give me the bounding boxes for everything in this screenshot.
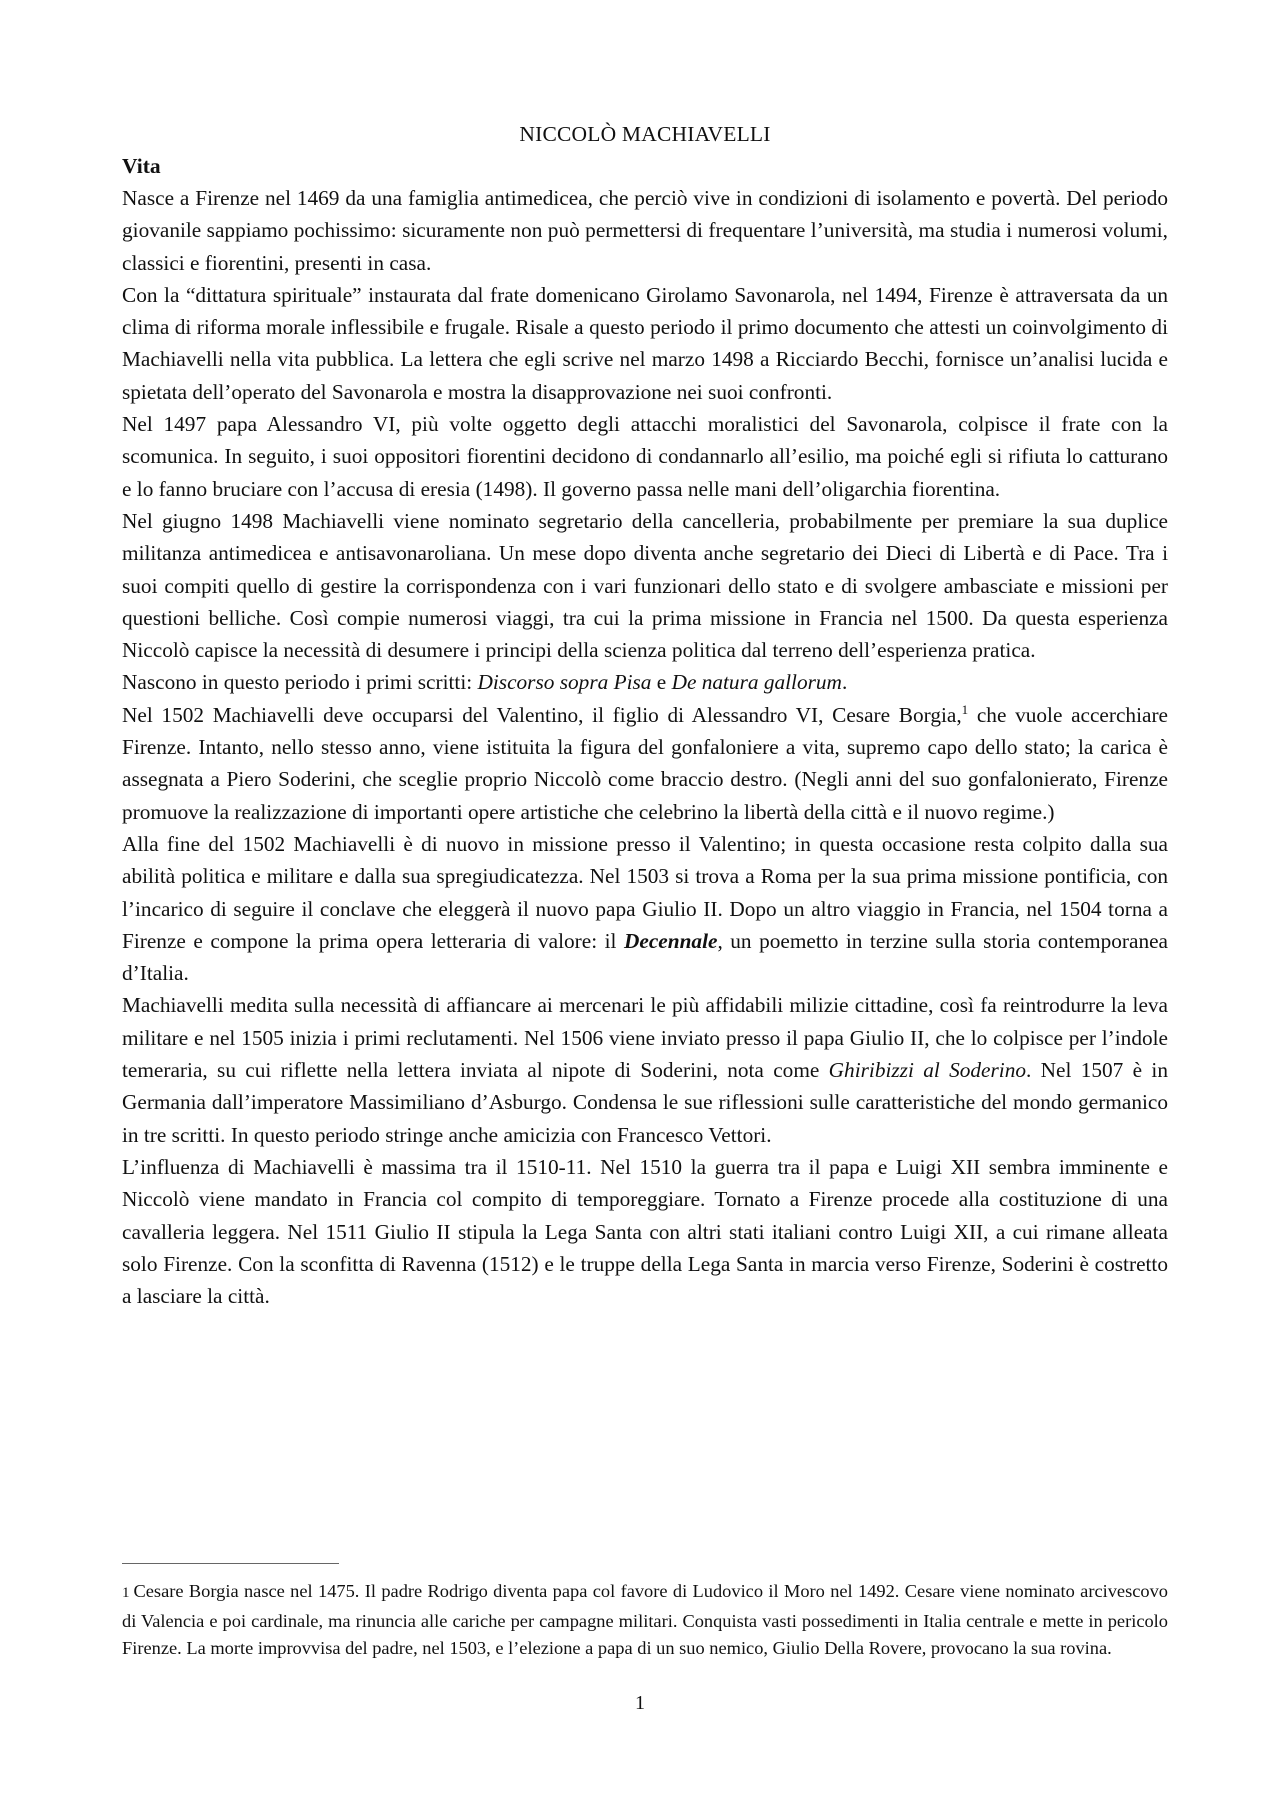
paragraph-6-lead: Nel 1502 Machiavelli deve occuparsi del Valentino, il figlio di Alessandro VI, Cesare Borgia, [122, 702, 962, 727]
paragraph-2: Con la “dittatura spirituale” instaurata dal frate domenicano Girolamo Savonarola, nel 1494, Firenze è attraversata da un clima di riforma morale inflessibile e frugale. Risale a questo periodo il primo documento che attesti un coinvolgimento di Machiavelli nella vita pubblica. La lettera che egli scrive nel marzo 1498 a Ricciardo Becchi, fornisce un’analisi lucida e spietata dell’operato del Savonarola e mostra la disapprovazione nei suoi confronti. [122, 282, 1168, 404]
body-text [122, 182, 1168, 1312]
page-title: NICCOLÒ MACHIAVELLI [519, 122, 771, 146]
work-title-discorso-sopra-pisa: Discorso sopra Pisa [477, 670, 652, 695]
section-heading-vita: Vita [122, 154, 161, 178]
footnote-number: 1 [122, 1585, 130, 1601]
paragraph-5-lead: Nascono in questo periodo i primi scritti: [122, 670, 478, 695]
work-title-ghiribizzi: Ghiribizzi al Soderino [828, 1058, 1026, 1083]
work-title-decennale: Decennale [624, 928, 718, 953]
paragraph-1: Nasce a Firenze nel 1469 da una famiglia antimedicea, che perciò vive in condizioni di isolamento e povertà. Del periodo giovanile sappiamo pochissimo: sicuramente non può permettersi di frequentare l’università, ma studia i numerosi volumi, classici e fiorentini, presenti in casa. [122, 186, 1168, 275]
paragraph-3: Nel 1497 papa Alessandro VI, più volte oggetto degli attacchi moralistici del Savonarola, colpisce il frate con la scomunica. In seguito, i suoi oppositori fiorentini decidono di condannarlo all’esilio, ma poiché egli si rifiuta lo catturano e lo fanno bruciare con l’accusa di eresia (1498). Il governo passa nelle mani dell’oligarchia fiorentina. [122, 412, 1168, 501]
work-title-de-natura-gallorum: De natura gallorum [671, 670, 842, 695]
paragraph-5-mid: e [651, 670, 672, 695]
paragraph-9: L’influenza di Machiavelli è massima tra il 1510-11. Nel 1510 la guerra tra il papa e Luigi XII sembra imminente e Niccolò viene mandato in Francia col compito di temporeggiare. Tornato a Firenze procede alla costituzione di una cavalleria leggera. Nel 1511 Giulio II stipula la Lega Santa con altri stati italiani contro Luigi XII, a cui rimane alleata solo Firenze. Con la sconfitta di Ravenna (1512) e le truppe della Lega Santa in marcia verso Firenze, Soderini è costretto a lasciare la città. [122, 1154, 1168, 1309]
paragraph-7 [122, 828, 1168, 989]
footnote [122, 1578, 1168, 1663]
paragraph-6 [122, 699, 1168, 828]
paragraph-5-end: . [841, 670, 848, 695]
footnote-separator [122, 1563, 339, 1564]
paragraph-8-rest: . Nel 1507 è in Germania dall’imperatore Massimiliano d’Asburgo. Condensa le sue riflessioni sulle caratteristiche del mondo germanico in tre scritti. In questo periodo stringe anche amicizia con Francesco Vettori. [122, 1058, 1168, 1147]
paragraph-5 [122, 666, 1168, 698]
footnote-text: Cesare Borgia nasce nel 1475. Il padre Rodrigo diventa papa col favore di Ludovico il Moro nel 1492. Cesare viene nominato arcivescovo di Valencia e poi cardinale, ma rinuncia alle cariche per campagne militari. Conquista vasti possedimenti in Italia centrale e mette in pericolo Firenze. La morte improvvisa del padre, nel 1503, e l’elezione a papa di un suo nemico, Giulio Della Rovere, provocano la sua rovina. [122, 1581, 1168, 1658]
document-page [122, 118, 1168, 1312]
paragraph-8 [122, 989, 1168, 1150]
page-number: 1 [635, 1692, 645, 1714]
paragraph-6-rest: che vuole accerchiare Firenze. Intanto, nello stesso anno, viene istituita la figura del gonfaloniere a vita, supremo capo dello stato; la carica è assegnata a Piero Soderini, che sceglie proprio Niccolò come braccio destro. (Negli anni del suo gonfalonierato, Firenze promuove la realizzazione di importanti opere artistiche che celebrino la libertà della città e il nuovo regime.) [122, 702, 1168, 824]
paragraph-4: Nel giugno 1498 Machiavelli viene nominato segretario della cancelleria, probabilmente per premiare la sua duplice militanza antimedicea e antisavonaroliana. Un mese dopo diventa anche segretario dei Dieci di Libertà e di Pace. Tra i suoi compiti quello di gestire la corrispondenza con i vari funzionari dello stato e di svolgere ambasciate e missioni per questioni belliche. Così compie numerosi viaggi, tra cui la prima missione in Francia nel 1500. Da questa esperienza Niccolò capisce la necessità di desumere i principi della scienza politica dal terreno dell’esperienza pratica. [122, 508, 1168, 663]
paragraph-8-lead: Machiavelli medita sulla necessità di affiancare ai mercenari le più affidabili milizie cittadine, così fa reintrodurre la leva militare e nel 1505 inizia i primi reclutamenti. Nel 1506 viene inviato presso il papa Giulio II, che lo colpisce per l’indole temeraria, su cui riflette nella lettera inviata al nipote di Soderini, nota come [122, 993, 1168, 1083]
footnote-reference[interactable]: 1 [961, 701, 969, 717]
paragraph-7-lead: Alla fine del 1502 Machiavelli è di nuovo in missione presso il Valentino; in questa occasione resta colpito dalla sua abilità politica e militare e dalla sua spregiudicatezza. Nel 1503 si trova a Roma per la sua prima missione pontificia, con l’incarico di seguire il conclave che eleggerà il nuovo papa Giulio II. Dopo un altro viaggio in Francia, nel 1504 torna a Firenze e compone la prima opera letteraria di valore: il [122, 831, 1168, 953]
paragraph-7-rest: , un poemetto in terzine sulla storia contemporanea d’Italia. [122, 928, 1168, 986]
